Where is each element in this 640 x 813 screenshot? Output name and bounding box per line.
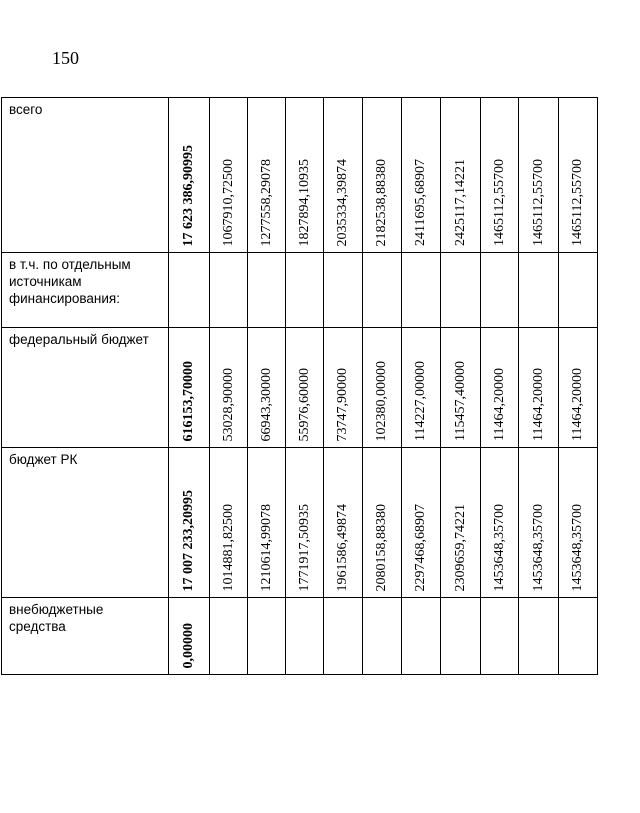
row-total-cell [169, 448, 210, 598]
year-value: 1453648,35700 [491, 503, 507, 591]
year-value-cell [559, 448, 598, 598]
year-value-cell [402, 98, 441, 253]
row-label: в т.ч. по отдельным источникам финансирования: [2, 253, 169, 328]
year-value-cell [324, 328, 363, 448]
year-value: 2309659,74221 [452, 503, 468, 591]
year-value-cell [363, 98, 402, 253]
year-value-cell [481, 98, 519, 253]
year-value-cell [402, 448, 441, 598]
year-value: 1827894,10935 [296, 158, 312, 246]
year-value: 1210614,99078 [258, 503, 274, 591]
year-value-cell [248, 598, 286, 675]
year-value-cell [210, 448, 248, 598]
funding-table [1, 97, 598, 675]
year-value-cell [286, 253, 324, 328]
year-value-cell [286, 98, 324, 253]
year-value: 102380,00000 [374, 360, 389, 441]
year-value-cell [519, 253, 559, 328]
year-value: 11464,20000 [570, 368, 585, 441]
year-value: 73747,90000 [335, 367, 350, 441]
year-value: 2411695,68907 [413, 159, 428, 246]
row-total-value: 616153,70000 [181, 360, 196, 441]
year-value: 1453648,35700 [530, 503, 546, 591]
year-value: 1453648,35700 [570, 503, 585, 591]
year-value-cell [210, 598, 248, 675]
year-value-cell [210, 98, 248, 253]
year-value: 1961586,49874 [335, 503, 350, 591]
year-value: 1465112,55700 [530, 159, 546, 246]
year-value-cell [519, 328, 559, 448]
year-value-cell [559, 598, 598, 675]
year-value-cell [248, 253, 286, 328]
year-value-cell [481, 328, 519, 448]
year-value-cell [481, 598, 519, 675]
year-value-cell [248, 448, 286, 598]
row-total-cell [169, 253, 210, 328]
table-row [2, 253, 598, 328]
year-value: 1067910,72500 [220, 158, 236, 246]
year-value-cell [248, 328, 286, 448]
year-value: 11464,20000 [530, 368, 546, 441]
year-value-cell [559, 253, 598, 328]
table-row [2, 448, 598, 598]
year-value: 1465112,55700 [570, 159, 585, 246]
row-total-cell [169, 598, 210, 675]
row-label: всего [2, 98, 169, 253]
year-value-cell [441, 98, 481, 253]
year-value-cell [441, 448, 481, 598]
year-value: 11464,20000 [491, 368, 507, 441]
year-value-cell [363, 253, 402, 328]
year-value-cell [402, 598, 441, 675]
row-label: федеральный бюджет [2, 328, 169, 448]
row-total-value: 17 623 386,90995 [181, 144, 196, 246]
row-total-cell [169, 328, 210, 448]
year-value-cell [210, 253, 248, 328]
year-value-cell [286, 448, 324, 598]
year-value: 114227,00000 [413, 361, 428, 441]
year-value: 1771917,50935 [296, 503, 312, 591]
year-value: 1277558,29078 [258, 158, 274, 246]
year-value: 2035334,39874 [335, 158, 350, 246]
year-value-cell [519, 598, 559, 675]
year-value: 53028,90000 [220, 367, 236, 441]
year-value: 115457,40000 [452, 361, 468, 441]
year-value-cell [559, 98, 598, 253]
year-value-cell [441, 598, 481, 675]
year-value: 66943,30000 [258, 367, 274, 441]
year-value-cell [210, 328, 248, 448]
year-value-cell [363, 328, 402, 448]
row-total-cell [169, 98, 210, 253]
year-value-cell [324, 448, 363, 598]
year-value-cell [286, 598, 324, 675]
row-total-value: 0,00000 [181, 622, 196, 668]
year-value-cell [441, 328, 481, 448]
year-value: 1014881,82500 [220, 503, 236, 591]
row-label: внебюджетные средства [2, 598, 169, 675]
table-body [2, 98, 598, 675]
row-total-value: 17 007 233,20995 [181, 489, 196, 591]
year-value-cell [519, 448, 559, 598]
page-number: 150 [52, 48, 79, 68]
table-row [2, 328, 598, 448]
year-value-cell [481, 448, 519, 598]
year-value-cell [402, 253, 441, 328]
year-value-cell [248, 98, 286, 253]
table-row [2, 598, 598, 675]
year-value-cell [324, 253, 363, 328]
year-value-cell [324, 98, 363, 253]
year-value: 2182538,88380 [374, 158, 389, 246]
year-value-cell [324, 598, 363, 675]
year-value-cell [519, 98, 559, 253]
year-value: 55976,60000 [296, 367, 312, 441]
year-value: 1465112,55700 [491, 159, 507, 246]
row-label: бюджет РК [2, 448, 169, 598]
year-value-cell [363, 448, 402, 598]
year-value: 2297468,68907 [413, 503, 428, 591]
table-row [2, 98, 598, 253]
year-value: 2080158,88380 [374, 503, 389, 591]
year-value: 2425117,14221 [452, 159, 468, 246]
year-value-cell [481, 253, 519, 328]
year-value-cell [363, 598, 402, 675]
year-value-cell [441, 253, 481, 328]
year-value-cell [559, 328, 598, 448]
year-value-cell [286, 328, 324, 448]
year-value-cell [402, 328, 441, 448]
